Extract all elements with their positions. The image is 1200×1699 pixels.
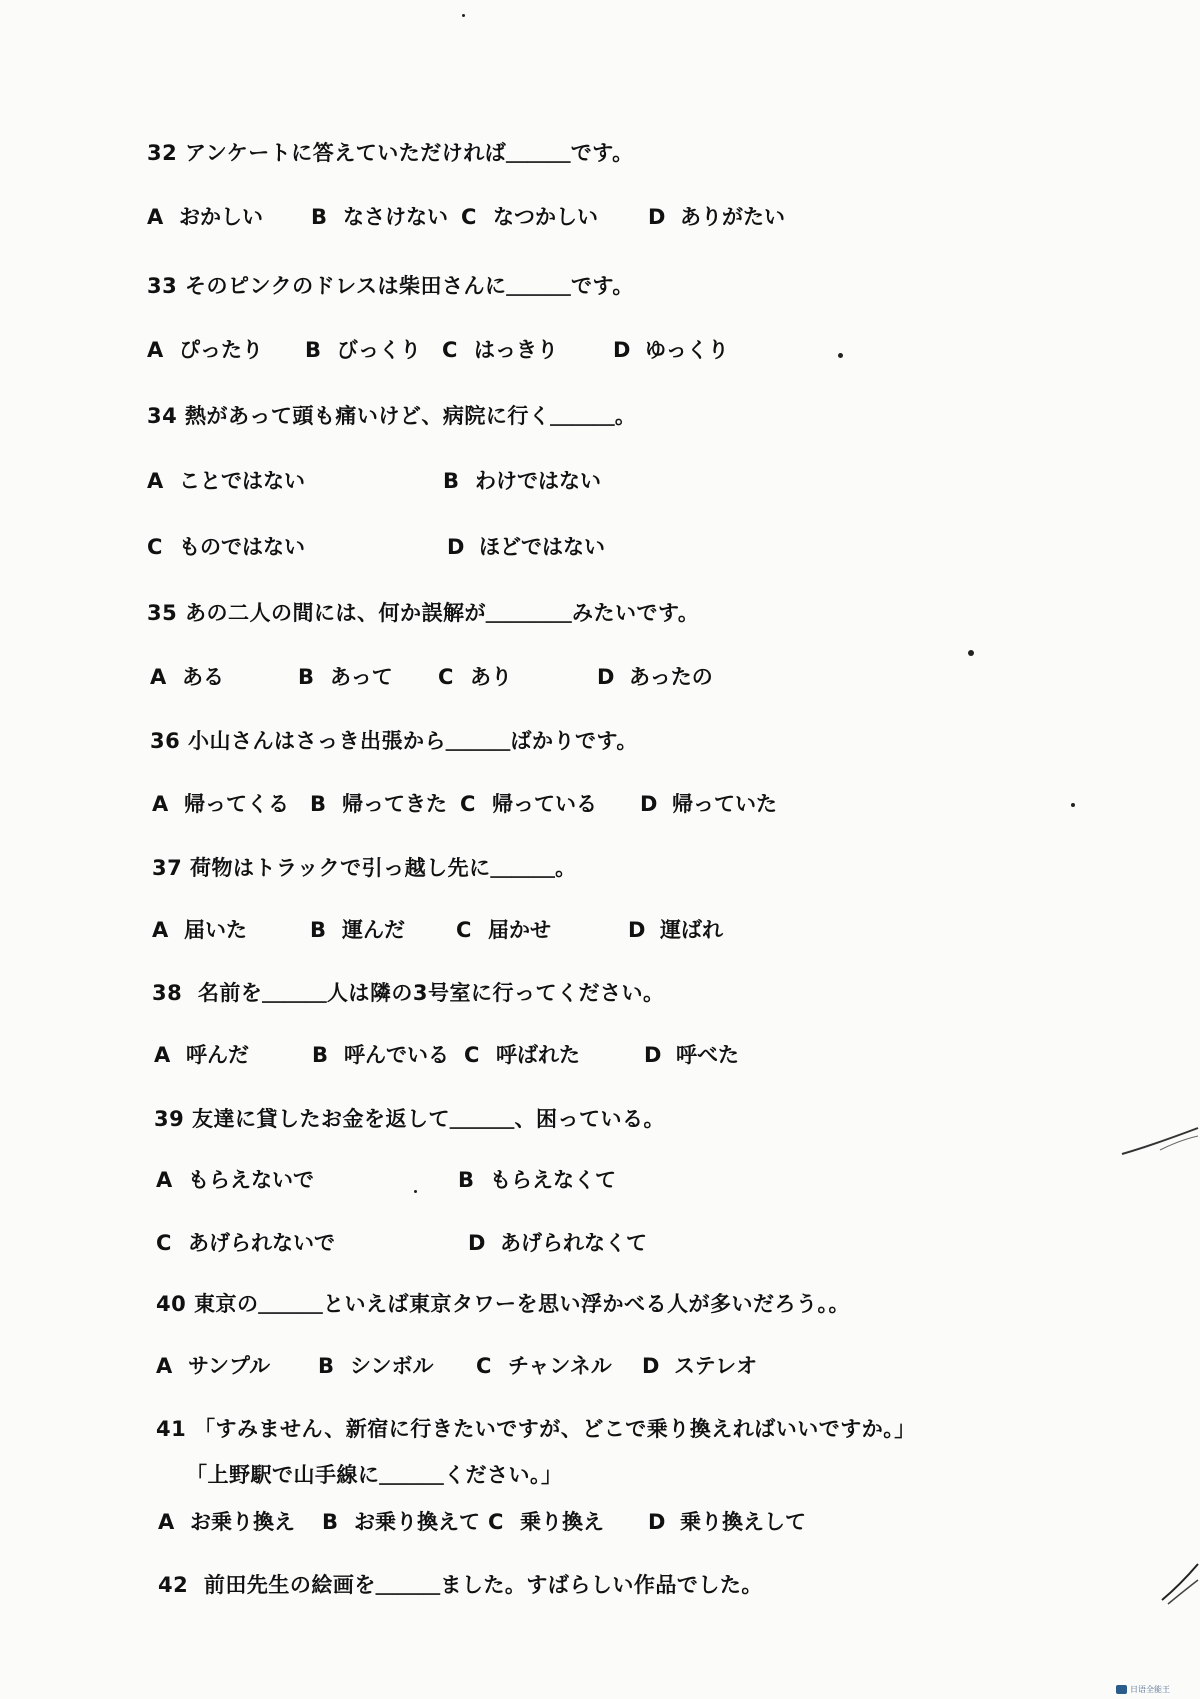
q34-option-c: C ものではない <box>147 535 305 559</box>
q40-option-a: A サンプル <box>156 1354 271 1378</box>
q38-option-c: C 呼ばれた <box>464 1043 580 1067</box>
q35-option-d: D あったの <box>597 665 713 689</box>
question-40: 40 東京の＿＿＿といえば東京タワーを思い浮かべる人が多いだろう。。 <box>156 1292 851 1316</box>
scan-artifact-streak <box>1120 1110 1200 1160</box>
q33-option-a: A ぴったり <box>147 338 263 362</box>
question-35: 35 あの二人の間には、何か誤解が＿＿＿＿みたいです。 <box>147 601 700 625</box>
q41-option-d: D 乗り換えして <box>648 1510 806 1534</box>
question-33: 33 そのピンクのドレスは柴田さんに＿＿＿です。 <box>147 274 634 298</box>
q34-option-d: D ほどではない <box>447 535 605 559</box>
q40-option-b: B シンボル <box>318 1354 434 1378</box>
q39-option-b: B もらえなくて <box>458 1168 616 1192</box>
scan-speck <box>968 650 974 656</box>
question-39: 39 友達に貸したお金を返して＿＿＿、困っている。 <box>154 1107 666 1131</box>
q36-option-c: C 帰っている <box>460 792 597 816</box>
q32-option-b: B なさけない <box>311 205 448 229</box>
q41-option-c: C 乗り換え <box>488 1510 604 1534</box>
q34-option-a: A ことではない <box>147 469 305 493</box>
q36-option-a: A 帰ってくる <box>152 792 289 816</box>
q37-option-a: A 届いた <box>152 918 247 942</box>
question-41-response: 「上野駅で山手線に＿＿＿ください。」 <box>186 1463 563 1487</box>
question-37: 37 荷物はトラックで引っ越し先に＿＿＿。 <box>152 856 577 880</box>
q33-option-d: D ゆっくり <box>613 338 729 362</box>
q35-option-b: B あって <box>298 665 393 689</box>
q35-option-c: C あり <box>438 665 512 689</box>
q32-option-d: D ありがたい <box>648 205 785 229</box>
question-38: 38 名前を＿＿＿人は隣の3号室に行ってください。 <box>152 981 665 1005</box>
q37-option-d: D 運ばれ <box>628 918 723 942</box>
scan-speck <box>838 353 843 358</box>
q39-option-c: C あげられないで <box>156 1231 335 1255</box>
q39-option-a: A もらえないで <box>156 1168 314 1192</box>
question-34: 34 熱があって頭も痛いけど、病院に行く＿＿＿。 <box>147 404 637 428</box>
scan-speck <box>414 1190 417 1193</box>
app-watermark: 日语全能王 <box>1116 1684 1170 1695</box>
app-logo-icon <box>1116 1685 1127 1694</box>
question-41: 41 「すみません、新宿に行きたいですが、どこで乗り換えればいいですか。」 <box>156 1417 916 1441</box>
q33-option-c: C はっきり <box>442 338 558 362</box>
q38-option-d: D 呼べた <box>644 1043 739 1067</box>
q33-option-b: B びっくり <box>305 338 421 362</box>
question-36: 36 小山さんはさっき出張から＿＿＿ばかりです。 <box>150 729 638 753</box>
q37-option-b: B 運んだ <box>310 918 405 942</box>
q36-option-b: B 帰ってきた <box>310 792 447 816</box>
question-32: 32 アンケートに答えていただければ＿＿＿です。 <box>147 141 634 165</box>
q40-option-c: C チャンネル <box>476 1354 612 1378</box>
scan-artifact-corner <box>1160 1560 1200 1610</box>
q35-option-a: A ある <box>150 665 224 689</box>
q37-option-c: C 届かせ <box>456 918 551 942</box>
q36-option-d: D 帰っていた <box>640 792 777 816</box>
q41-option-a: A お乗り換え <box>158 1510 295 1534</box>
q40-option-d: D ステレオ <box>642 1354 758 1378</box>
q38-option-b: B 呼んでいる <box>312 1043 449 1067</box>
q32-option-a: A おかしい <box>147 205 263 229</box>
scan-speck <box>462 14 465 17</box>
q38-option-a: A 呼んだ <box>154 1043 249 1067</box>
q39-option-d: D あげられなくて <box>468 1231 647 1255</box>
scan-speck <box>1071 803 1075 807</box>
q41-option-b: B お乗り換えて <box>322 1510 480 1534</box>
q34-option-b: B わけではない <box>443 469 601 493</box>
question-42: 42 前田先生の絵画を＿＿＿ました。すばらしい作品でした。 <box>158 1573 763 1597</box>
q32-option-c: C なつかしい <box>461 205 598 229</box>
